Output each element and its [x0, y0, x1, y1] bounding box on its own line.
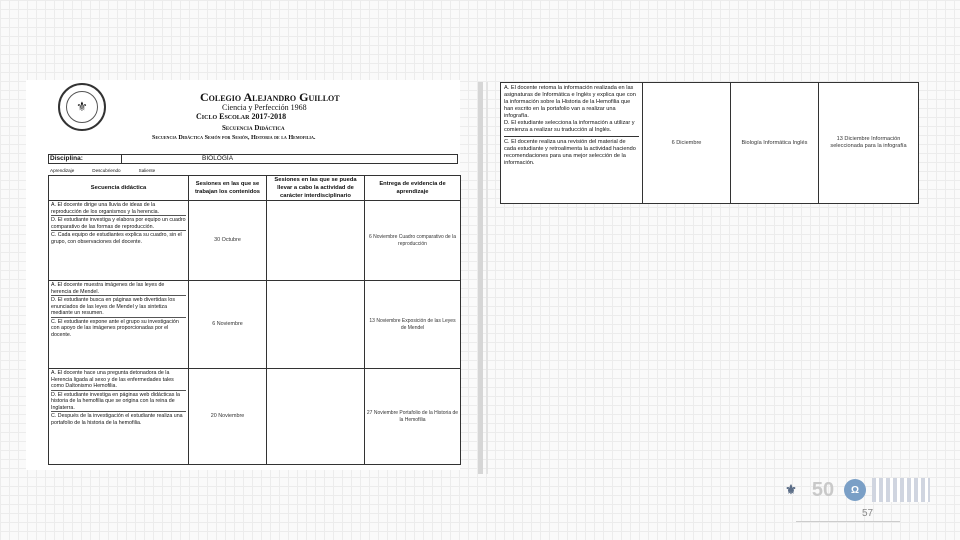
slide-page-number: 57 — [862, 508, 874, 519]
document-page-left — [26, 80, 460, 470]
evidence-cell: 13 Diciembre Información seleccionada para la infografía — [819, 83, 919, 204]
interdisciplinary-subjects: Biología Informática Inglés — [731, 83, 819, 204]
session-date: 6 Noviembre — [189, 281, 267, 369]
table-row — [49, 369, 461, 465]
sequence-group — [504, 85, 639, 137]
sequence-item: D. El estudiante investiga en páginas web didácticas la historia de la hemofilia que se origina con la reina de Inglaterra. — [51, 392, 186, 413]
page-divider — [478, 82, 483, 474]
footer-logos — [780, 476, 940, 504]
subject-table — [48, 154, 458, 164]
document-subtitle: Secuencia Didáctica Sesión por Sesión, Historia de la Hemofilia. — [152, 134, 316, 141]
sequence-item: C. Cada equipo de estudiantes explica su cuadro, sin el grupo, con observaciones del docente. — [51, 232, 182, 245]
sequence-item: C. El docente realiza una revisión del material de cada estudiante y retroalimenta la actividad haciendo recomendaciones para una mejor selección de la información. — [504, 139, 636, 166]
sequence-item: A. El docente dirige una lluvia de ideas de la reproducción de los organismos y la herencia. — [51, 202, 186, 216]
footer-line — [796, 521, 900, 522]
column-header: Sesiones en las que se trabajan los contenidos — [189, 176, 267, 201]
table-row — [501, 83, 919, 204]
school-name: Colegio Alejandro Guillot — [200, 90, 340, 104]
aspects-row — [50, 168, 220, 173]
sequence-cell — [49, 201, 189, 281]
aspect-item: Descubriendo — [92, 168, 121, 173]
subject-value: BIOLOGÍA — [122, 155, 458, 164]
school-cycle: Ciclo Escolar 2017-2018 — [196, 112, 287, 121]
interdisciplinary-cell — [267, 369, 365, 465]
subject-label: Disciplina: — [49, 155, 122, 164]
anniversary-logo-icon: 50 — [811, 478, 835, 501]
didactic-sequence-table — [48, 175, 461, 465]
table-header-row — [49, 176, 461, 201]
table-row — [49, 201, 461, 281]
session-date: 30 Octubre — [189, 201, 267, 281]
table-row — [49, 281, 461, 369]
unam-logo-icon: ⚜ — [785, 482, 797, 497]
page-divider — [486, 82, 488, 474]
sequence-item: A. El docente muestra imágenes de las leyes de herencia de Mendel. — [51, 282, 186, 296]
sequence-item: D. El estudiante selecciona la información a utilizar y comienza a realizar su traducción al Inglés. — [504, 120, 635, 133]
column-header: Sesiones en las que se pueda llevar a cabo la actividad de carácter interdisciplinario — [267, 176, 365, 201]
interdisciplinary-cell — [267, 201, 365, 281]
session-date: 20 Noviembre — [189, 369, 267, 465]
interdisciplinary-table — [500, 82, 919, 204]
sequence-item: D. El estudiante investiga y elabora por equipo un cuadro comparativo de las formas de reproducción. — [51, 217, 186, 230]
sequence-item: C. Después de la investigación el estudiante realiza una portafolio de la historia de la hemofilia. — [51, 413, 183, 426]
evidence-cell: 6 Noviembre Cuadro comparativo de la reproducción — [365, 201, 461, 281]
school-motto: Ciencia y Perfección 1968 — [222, 103, 307, 112]
evidence-cell: 27 Noviembre Portafolio de la Historia de la Hemofilia — [365, 369, 461, 465]
aspect-item: Aprendizaje — [50, 168, 75, 173]
sequence-cell — [49, 281, 189, 369]
sequence-cell — [49, 369, 189, 465]
session-date: 6 Diciembre — [643, 83, 731, 204]
evidence-cell: 13 Noviembre Exposición de las Leyes de Mendel — [365, 281, 461, 369]
institution-logo-icon: Ω — [844, 479, 866, 501]
document-page-right — [500, 82, 918, 204]
sequence-item: C. El estudiante expone ante el grupo su investigación con apoyo de las imágenes proporcionadas por el docente. — [51, 318, 179, 338]
sequence-item: A. El docente retoma la información realizada en las asignaturas de Informática e Inglés y explica que con la información sobre la Historia de la Hemofilia que han escrito en la portafolio van a realizar una infografía. — [504, 85, 636, 119]
sequence-cell — [501, 83, 643, 204]
document-type: Secuencia Didáctica — [222, 124, 285, 132]
striped-logo-icon — [872, 478, 930, 502]
sequence-item: D. El estudiante busca en páginas web divertidas los enunciados de las leyes de Mendel y las sintetiza mediante un resumen. — [51, 297, 186, 318]
interdisciplinary-cell — [267, 281, 365, 369]
school-seal-icon: ⚜ — [58, 83, 106, 131]
column-header: Entrega de evidencia de aprendizaje — [365, 176, 461, 201]
column-header: Secuencia didáctica — [49, 176, 189, 201]
sequence-item: A. El docente hace una pregunta detonadora de la Herencia ligada al sexo y de las enfermedades tales como Daltonismo Hemofilia. — [51, 370, 186, 391]
aspect-item: Saliente — [138, 168, 156, 173]
